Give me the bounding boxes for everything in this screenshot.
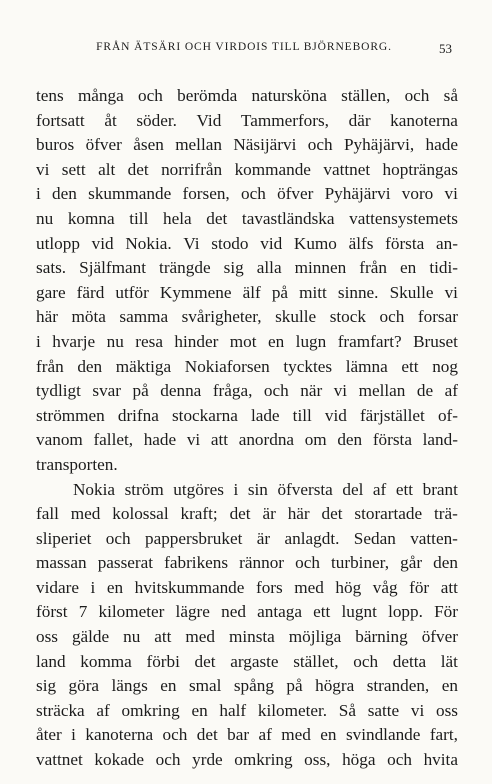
text-line: i den skummande forsen, och öfver Pyhäjärvi voro vi bbox=[36, 184, 458, 204]
text-line: vanom fallet, hade vi att anordna om den första land- bbox=[36, 430, 458, 450]
text-line: fortsatt åt söder. Vid Tammerfors, där kanoterna bbox=[36, 110, 458, 130]
text-line: buros öfver åsen mellan Näsijärvi och Pyhäjärvi, hade bbox=[36, 135, 458, 155]
page-number: 53 bbox=[439, 41, 452, 56]
text-line: sats. Själfmant trängde sig alla minnen från en tidi- bbox=[36, 258, 458, 278]
text-line: massan passerat fabrikens rännor och turbiner, går den bbox=[36, 553, 458, 573]
text-line: utlopp vid Nokia. Vi stodo vid Kumo älfs första an- bbox=[36, 233, 458, 253]
text-line: gare färd utför Kymmene älf på mitt sinne. Skulle vi bbox=[36, 282, 458, 302]
text-line: strömmen drifna stockarna lade till vid färjstället of- bbox=[36, 405, 458, 425]
text-line: fall med kolossal kraft; det är här det storartade trä- bbox=[36, 504, 458, 524]
text-line: land komma förbi det argaste stället, och detta lät bbox=[36, 651, 458, 671]
text-line: vattnet kokade och yrde omkring oss, höga och hvita bbox=[36, 750, 458, 770]
text-line: vi sett alt det norrifrån kommande vattnet hopträngas bbox=[36, 159, 458, 179]
text-line: tens många och berömda natursköna ställen, och så bbox=[36, 86, 458, 105]
text-line: vidare i en hvitskummande fors med hög våg för att bbox=[36, 577, 458, 597]
text-line: från den mäktiga Nokiaforsen tycktes lämna ett nog bbox=[36, 356, 458, 376]
text-line: nu komna till hela det tavastländska vattensystemets bbox=[36, 208, 458, 228]
text-line: Nokia ström utgöres i sin öfversta del af ett brant bbox=[73, 479, 458, 499]
body-text bbox=[36, 84, 458, 773]
running-header bbox=[36, 41, 452, 61]
text-line: i hvarje nu resa hinder mot en lugn framfart? Bruset bbox=[36, 331, 458, 351]
text-line: sliperiet och pappersbruket är anlagdt. Sedan vatten- bbox=[36, 528, 458, 548]
text-line: sträcka af omkring en half kilometer. Så satte vi oss bbox=[36, 700, 458, 720]
text-line: tydligt svar på denna fråga, och när vi mellan de af bbox=[36, 381, 458, 401]
text-line: transporten. bbox=[36, 454, 118, 474]
text-line: sig göra längs en smal spång på högra stranden, en bbox=[36, 676, 458, 696]
running-title: FRÅN ÄTSÄRI OCH VIRDOIS TILL BJÖRNEBORG. bbox=[96, 41, 392, 53]
text-line: åter i kanoterna och det bar af med en svindlande fart, bbox=[36, 725, 458, 745]
text-line: oss gälde nu att med minsta möjliga bärning öfver bbox=[36, 627, 458, 647]
text-line: först 7 kilometer lägre ned antaga ett lugnt lopp. För bbox=[36, 602, 458, 622]
text-line: här möta samma svårigheter, skulle stock och forsar bbox=[36, 307, 458, 327]
